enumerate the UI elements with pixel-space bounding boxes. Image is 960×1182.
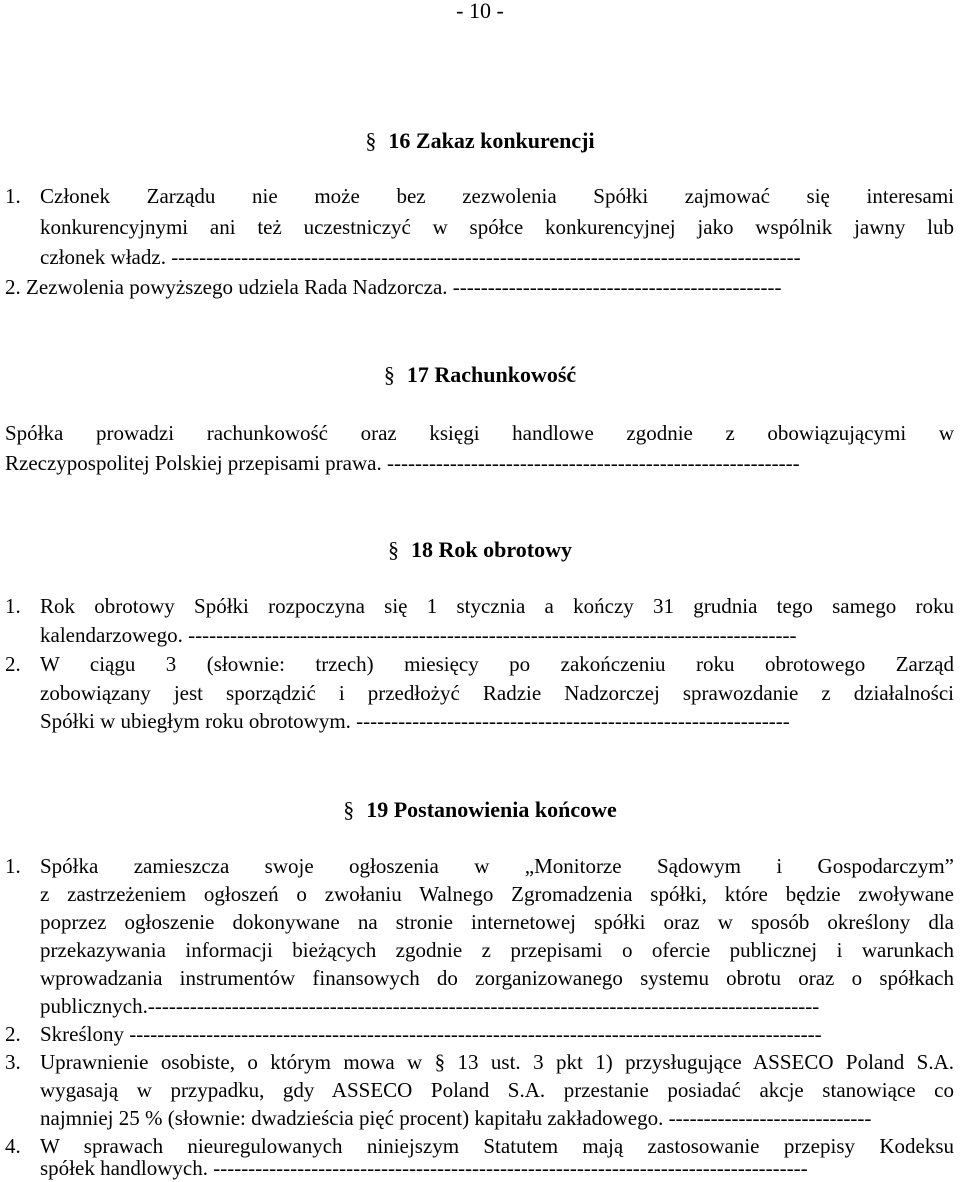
section-19-title: 19 Postanowienia końcowe xyxy=(366,797,617,822)
paragraph-sign: § xyxy=(388,537,400,562)
s19-item-1-line-1: Spółka zamieszcza swoje ogłoszenia w „Monitorze Sądowym i Gospodarczym” xyxy=(40,854,954,878)
section-16-heading xyxy=(0,128,960,154)
s19-item-1-line-4: przekazywania informacji bieżących zgodnie z przepisami o ofercie publicznej i warunkach xyxy=(40,938,954,962)
paragraph-sign: § xyxy=(343,797,355,822)
s19-item-4-line-2: spółek handlowych. ------------------------------------------------------------------------------------- xyxy=(40,1156,808,1180)
s19-item-1-line-2: z zastrzeżeniem ogłoszeń o zwołaniu Walnego Zgromadzenia spółki, które będzie zwoływane xyxy=(40,882,954,906)
s16-item-1-line-3: członek władz. ------------------------------------------------------------------------------------------ xyxy=(40,245,801,269)
s18-item-2-line-1: W ciągu 3 (słownie: trzech) miesięcy po zakończeniu roku obrotowego Zarząd xyxy=(40,652,954,676)
s19-item-3-line-2: wygasają w przypadku, gdy ASSECO Poland S.A. przestanie posiadać akcje stanowiące co xyxy=(40,1078,954,1102)
s19-item-3-line-3: najmniej 25 % (słownie: dwadzieścia pięć procent) kapitału zakładowego. ----------------------------- xyxy=(40,1106,872,1130)
s19-item-1-line-5: wprowadzania instrumentów finansowych do zorganizowanego systemu obrotu oraz o spółkach xyxy=(40,966,954,990)
paragraph-sign: § xyxy=(383,362,395,387)
s16-item-2-line-1: 2. Zezwolenia powyższego udziela Rada Nadzorcza. ----------------------------------------------- xyxy=(5,275,782,299)
s18-item-1-line-2: kalendarzowego. --------------------------------------------------------------------------------------- xyxy=(40,623,797,647)
s16-item-1-number: 1. xyxy=(5,184,21,208)
s16-item-1-line-1: Członek Zarządu nie może bez zezwolenia Spółki zajmować się interesami xyxy=(40,184,954,208)
s17-line-2: Rzeczypospolitej Polskiej przepisami prawa. ----------------------------------------------------------- xyxy=(5,451,800,475)
s19-item-1-line-3: poprzez ogłoszenie dokonywane na stronie internetowej spółki oraz w sposób określony dla xyxy=(40,910,954,934)
section-17-heading xyxy=(0,362,960,388)
s19-item-4-number: 4. xyxy=(5,1134,21,1158)
s18-item-1-line-1: Rok obrotowy Spółki rozpoczyna się 1 stycznia a kończy 31 grudnia tego samego roku xyxy=(40,594,954,618)
s16-item-1-line-2: konkurencyjnymi ani też uczestniczyć w spółce konkurencyjnej jako wspólnik jawny lub xyxy=(40,215,954,239)
s19-item-1-number: 1. xyxy=(5,854,21,878)
s18-item-2-line-2: zobowiązany jest sporządzić i przedłożyć Radzie Nadzorczej sprawozdanie z działalności xyxy=(40,681,954,705)
paragraph-sign: § xyxy=(365,128,377,153)
s18-item-2-line-3: Spółki w ubiegłym roku obrotowym. -------------------------------------------------------------- xyxy=(40,709,790,733)
s19-item-3-line-1: Uprawnienie osobiste, o którym mowa w § 13 ust. 3 pkt 1) przysługujące ASSECO Poland S.A. xyxy=(40,1050,954,1074)
section-17-title: 17 Rachunkowość xyxy=(406,362,577,387)
section-16-title: 16 Zakaz konkurencji xyxy=(388,128,595,153)
s19-item-1-line-6: publicznych.------------------------------------------------------------------------------------------------ xyxy=(40,994,820,1018)
s19-item-2-line-1: Skreślony --------------------------------------------------------------------------------------------------- xyxy=(40,1022,822,1046)
section-19-heading xyxy=(0,797,960,823)
s19-item-3-number: 3. xyxy=(5,1050,21,1074)
s19-item-4-line-1: W sprawach nieuregulowanych niniejszym Statutem mają zastosowanie przepisy Kodeksu xyxy=(40,1134,954,1158)
page-number: - 10 - xyxy=(456,0,504,23)
s18-item-2-number: 2. xyxy=(5,652,21,676)
section-18-heading xyxy=(0,537,960,563)
s18-item-1-number: 1. xyxy=(5,594,21,618)
s17-line-1: Spółka prowadzi rachunkowość oraz księgi handlowe zgodnie z obowiązującymi w xyxy=(5,421,954,445)
s19-item-2-number: 2. xyxy=(5,1022,21,1046)
section-18-title: 18 Rok obrotowy xyxy=(411,537,572,562)
